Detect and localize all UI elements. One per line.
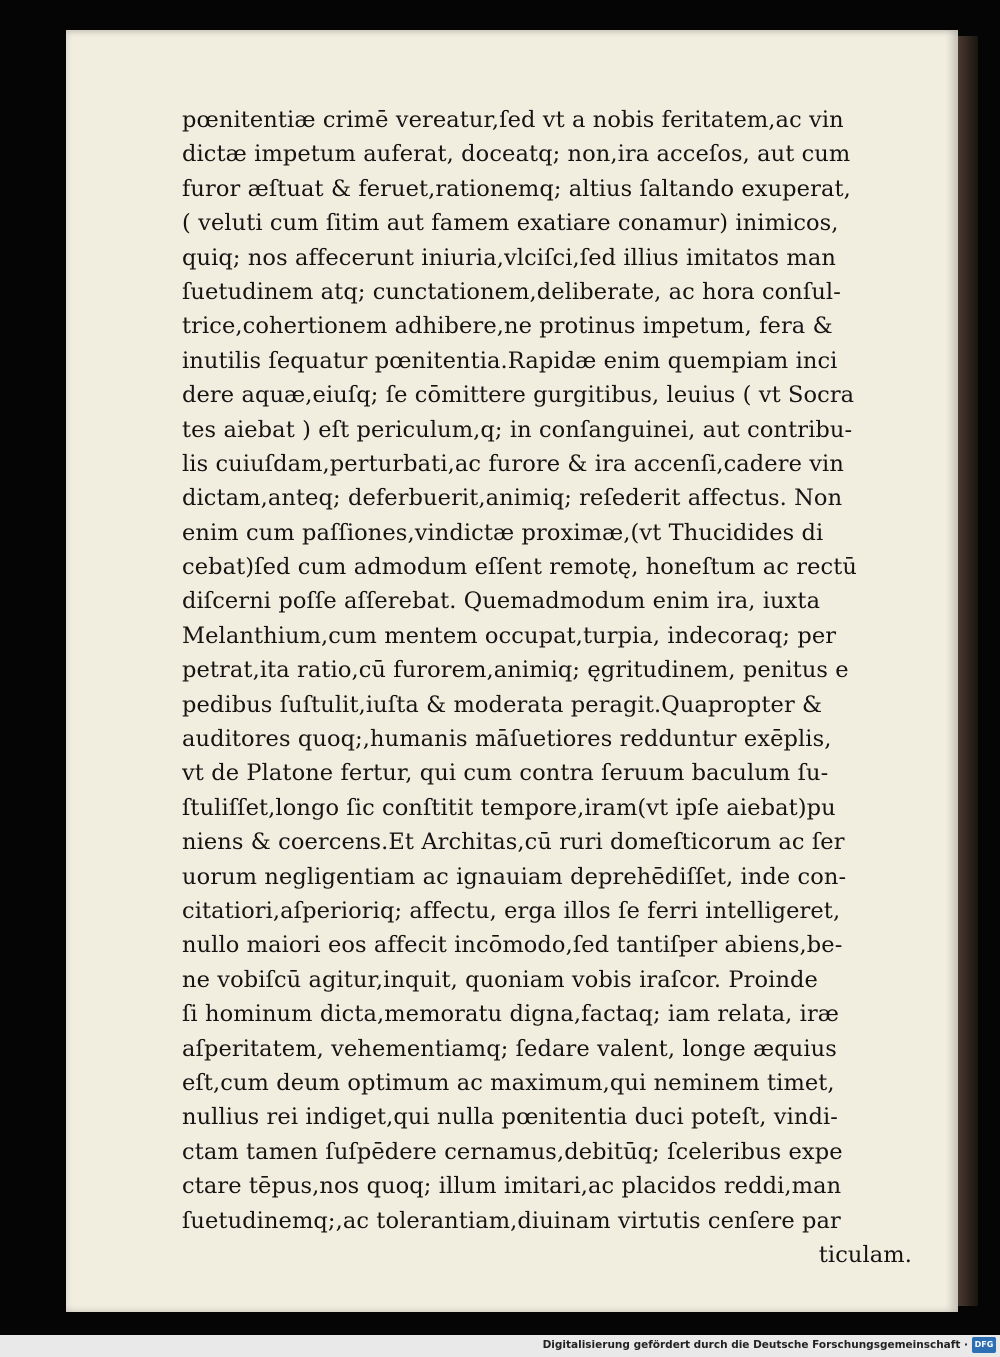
text-line: quiq; nos affecerunt iniuria,vlciſci,ſed illius imitatos man <box>182 244 836 271</box>
funding-credit: Digitalisierung gefördert durch die Deutsche Forschungsgemeinschaft · <box>542 1339 968 1351</box>
text-line: aſperitatem, vehementiamq; ſedare valent, longe æquius <box>182 1035 837 1062</box>
text-line: vt de Platone fertur, qui cum contra ſeruum baculum ſu- <box>182 760 829 787</box>
text-line: ne vobiſcū agitur,inquit, quoniam vobis iraſcor. Proinde <box>182 966 818 993</box>
text-line: niens & coercens.Et Architas,cū ruri domeſticorum ac ſer <box>182 829 845 856</box>
text-line: furor æſtuat & feruet,rationemq; altius ſaltando exuperat, <box>182 175 851 202</box>
text-line: ctam tamen ſuſpēdere cernamus,debitūq; ſceleribus expe <box>182 1138 843 1165</box>
book-page <box>66 30 958 1312</box>
text-line: dere aquæ,eiuſq; ſe cōmittere gurgitibus, leuius ( vt Socra <box>182 382 855 409</box>
text-line: pœnitentiæ crimē vereatur,ſed vt a nobis feritatem,ac vin <box>182 107 844 133</box>
text-line: tes aiebat ) eſt periculum,q; in conſanguinei, aut contribu- <box>182 416 853 443</box>
text-line: pedibus ſuſtulit,iuſta & moderata peragit.Quapropter & <box>182 691 823 718</box>
text-line: petrat,ita ratio,cū furorem,animiq; ęgritudinem, penitus e <box>182 657 849 684</box>
text-line: ſi hominum dicta,memoratu digna,factaq; iam relata, iræ <box>182 1001 840 1028</box>
text-line: diſcerni poſſe aſſerebat. Quemadmodum enim ira, iuxta <box>182 588 821 615</box>
text-line: nullo maiori eos affecit incōmodo,ſed tantiſper abiens,be- <box>182 932 843 959</box>
text-line: dictæ impetum auferat, doceatq; non,ira acceſos, aut cum <box>182 141 851 168</box>
text-line-last: ticulam. <box>818 1241 912 1268</box>
page-text-block <box>182 103 922 1272</box>
text-line: cebat)ſed cum admodum eſſent remotę, honeſtum ac rectū <box>182 554 857 581</box>
text-line: nullius rei indiget,qui nulla pœnitentia duci poteſt, vindi- <box>182 1104 838 1131</box>
digitization-footer <box>0 1335 1000 1357</box>
text-line: ſuetudinemq;,ac tolerantiam,diuinam virtutis cenſere par <box>182 1207 841 1234</box>
text-line: uorum negligentiam ac ignauiam deprehēdiſſet, inde con- <box>182 863 847 890</box>
text-line: ſtuliſſet,longo ſic conſtitit tempore,iram(vt ipſe aiebat)pu <box>182 794 836 821</box>
text-line: inutilis ſequatur pœnitentia.Rapidæ enim quempiam inci <box>182 347 838 374</box>
text-line: auditores quoq;,humanis māſuetiores redduntur exēplis, <box>182 726 832 753</box>
dfg-logo-icon: DFG <box>972 1337 996 1353</box>
text-line: enim cum paſſiones,vindictæ proximæ,(vt Thucidides di <box>182 519 824 546</box>
text-line: citatiori,aſperioriq; affectu, erga illos ſe ferri intelligeret, <box>182 897 841 924</box>
text-line: ( veluti cum ſitim aut famem exatiare conamur) inimicos, <box>182 210 839 237</box>
text-line: eſt,cum deum optimum ac maximum,qui neminem timet, <box>182 1069 835 1096</box>
text-line: lis cuiuſdam,perturbati,ac furore & ira accenſi,cadere vin <box>182 450 844 477</box>
text-line: dictam,anteq; deferbuerit,animiq; reſederit affectus. Non <box>182 485 843 512</box>
text-line: ſuetudinem atq; cunctationem,deliberate, ac hora conſul- <box>182 278 841 305</box>
text-line: ctare tēpus,nos quoq; illum imitari,ac placidos reddi,man <box>182 1173 842 1200</box>
text-line: trice,cohertionem adhibere,ne protinus impetum, fera & <box>182 313 833 340</box>
text-line: Melanthium,cum mentem occupat,turpia, indecoraq; per <box>182 622 837 649</box>
